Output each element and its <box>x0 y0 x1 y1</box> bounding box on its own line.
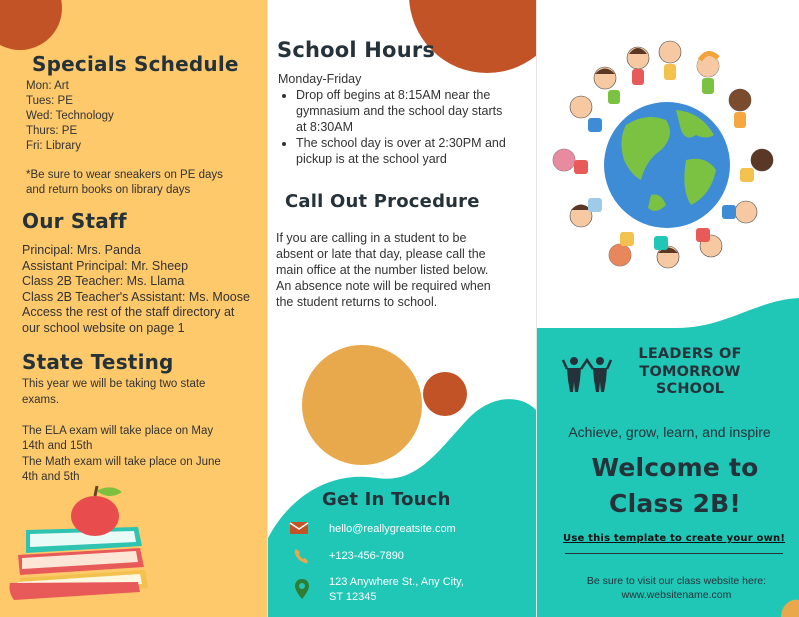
divider <box>565 553 783 554</box>
testing-line: 4th and 5th <box>22 471 80 483</box>
staff-list <box>22 243 250 336</box>
school-name <box>610 346 770 399</box>
testing-line: 14th and 15th <box>22 440 93 452</box>
callout-line: If you are calling in a student to be <box>276 231 467 245</box>
specials-item: Wed: Technology <box>26 110 114 122</box>
hours-line: pickup is at the school yard <box>296 152 447 166</box>
specials-note <box>26 168 223 198</box>
testing-title: State Testing <box>22 350 174 374</box>
rust-circle-decor <box>0 0 62 50</box>
callout-title: Call Out Procedure <box>285 191 480 212</box>
mustard-circle-decor <box>302 345 422 465</box>
hours-list <box>278 87 534 167</box>
testing-line: The Math exam will take place on June <box>22 455 221 468</box>
callout-line: the student returns to school. <box>276 295 438 309</box>
welcome-line: Class 2B! <box>609 489 741 518</box>
hours-title: School Hours <box>277 38 436 62</box>
hours-bullet <box>296 87 534 135</box>
specials-list <box>26 79 114 154</box>
hours-line: • The school day is over at 2:30PM and <box>296 136 506 150</box>
school-name-line: SCHOOL <box>655 381 725 397</box>
template-link[interactable]: Use this template to create your own! <box>563 533 786 544</box>
specials-item: Thurs: PE <box>26 125 78 137</box>
staff-item: Principal: Mrs. Panda <box>22 243 141 257</box>
hours-line: at 8:30AM <box>296 120 353 134</box>
visit-website <box>536 575 799 602</box>
tagline: Achieve, grow, learn, and inspire <box>568 424 771 440</box>
school-name-line: LEADERS OF <box>638 346 742 362</box>
specials-item: Tues: PE <box>26 95 73 107</box>
specials-note-line: *Be sure to wear sneakers on PE days <box>26 169 223 181</box>
specials-item: Fri: Library <box>26 140 81 152</box>
callout-line: main office at the number listed below. <box>276 263 489 277</box>
visit-line: Be sure to visit our class website here: <box>586 575 767 587</box>
fold-line <box>536 0 537 617</box>
left-panel <box>0 0 267 617</box>
website-link[interactable]: www.websitename.com <box>621 588 732 601</box>
callout-text <box>276 230 491 310</box>
right-panel <box>536 0 799 617</box>
phone-number[interactable]: +123-456-7890 <box>329 550 404 562</box>
phone-icon <box>293 547 309 565</box>
specials-title: Specials Schedule <box>32 52 239 76</box>
testing-text <box>22 377 221 486</box>
welcome-title <box>536 450 799 522</box>
address-line: 123 Anywhere St., Any City, <box>329 576 464 588</box>
rust-small-circle-decor <box>423 372 467 416</box>
testing-line: exams. <box>22 393 60 406</box>
specials-note-line: and return books on library days <box>26 184 191 196</box>
right-panel-decor <box>536 0 799 617</box>
map-pin-icon <box>294 578 310 600</box>
callout-line: An absence note will be required when <box>276 279 491 293</box>
specials-item: Mon: Art <box>26 80 69 92</box>
hours-bullet <box>296 135 534 167</box>
testing-line <box>22 408 221 424</box>
email-link[interactable]: hello@reallygreatsite.com <box>329 523 456 535</box>
children-globe-illustration <box>553 41 773 268</box>
books-apple-illustration <box>10 486 149 600</box>
contact-title: Get In Touch <box>322 489 451 510</box>
fold-line <box>267 0 268 617</box>
testing-line: The ELA exam will take place on May <box>22 424 214 437</box>
staff-item: Class 2B Teacher: Ms. Llama <box>22 274 185 288</box>
staff-title: Our Staff <box>22 209 127 233</box>
welcome-line: Welcome to <box>591 453 759 482</box>
hours-subtitle: Monday-Friday <box>278 72 362 86</box>
rust-circle-decor <box>409 0 536 73</box>
staff-item: Class 2B Teacher's Assistant: Ms. Moose <box>22 289 250 304</box>
envelope-icon <box>289 520 309 536</box>
staff-item: Assistant Principal: Mr. Sheep <box>22 258 189 273</box>
staff-note-line: our school website on page 1 <box>22 320 185 335</box>
hours-line: gymnasium and the school day starts <box>296 104 503 118</box>
address <box>329 575 464 605</box>
middle-panel <box>267 0 536 617</box>
testing-line: This year we will be taking two state <box>22 378 206 390</box>
hours-text <box>278 71 534 167</box>
callout-line: absent or late that day, please call the <box>276 247 486 261</box>
hours-line: • Drop off begins at 8:15AM near the <box>296 88 491 102</box>
staff-note-line: Access the rest of the staff directory at <box>22 305 235 319</box>
address-line: ST 12345 <box>329 591 377 603</box>
school-name-line: TOMORROW <box>639 363 741 380</box>
